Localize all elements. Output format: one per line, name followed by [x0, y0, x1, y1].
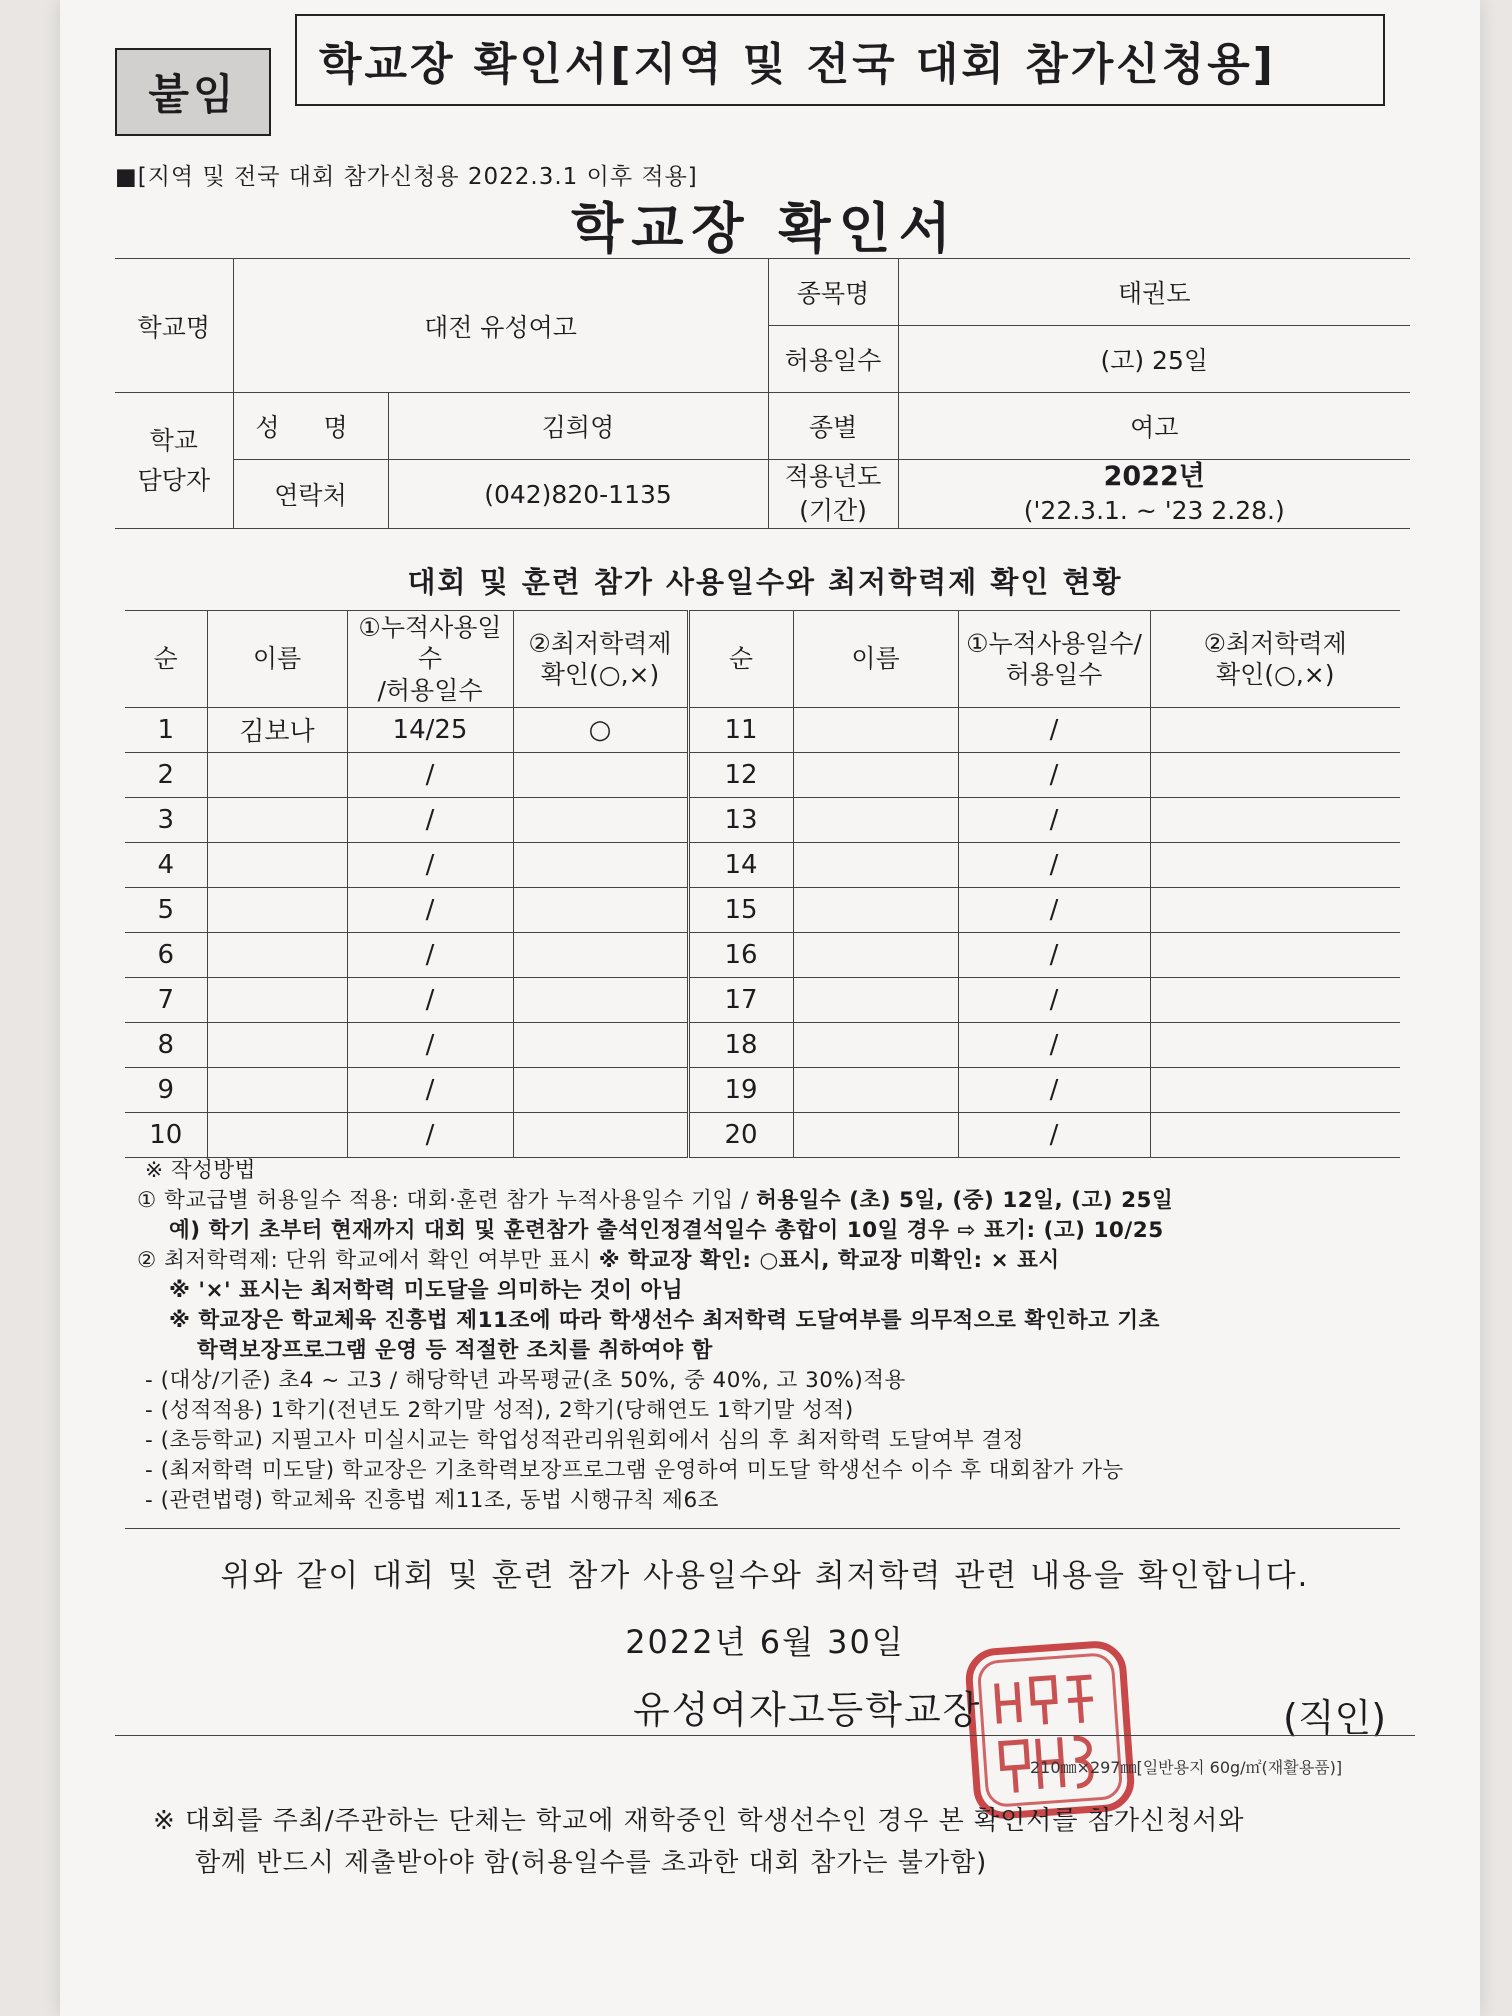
row-check-2 [1150, 707, 1400, 752]
row-days: / [347, 887, 513, 932]
note-dash-law: - (관련법령) 학교체육 진흥법 제11조, 동법 시행규칙 제6조 [145, 1488, 719, 1513]
row-days: 14/25 [347, 707, 513, 752]
note-dash-not-reached: - (최저학력 미도달) 학교장은 기초학력보장프로그램 운영하여 미도달 학생선수 이수 후 대회참가 가능 [145, 1458, 1124, 1483]
table-row [125, 887, 1400, 932]
row-days-2: / [958, 797, 1150, 842]
row-name-2 [793, 752, 958, 797]
row-no-2: 12 [688, 752, 793, 797]
form-note: ■[지역 및 전국 대회 참가신청용 2022.3.1 이후 적용] [115, 164, 698, 190]
row-check [513, 842, 688, 887]
col-header-no-2: 순 [688, 611, 793, 708]
year-label: 적용년도 (기간) [768, 460, 898, 529]
row-name [207, 932, 347, 977]
note-dash-elementary: - (초등학교) 지필고사 미실시교는 학업성적관리위원회에서 심의 후 최저학력 도달여부 결정 [145, 1428, 1024, 1453]
note-law-line-1: ※ 학교장은 학교체육 진흥법 제11조에 따라 학생선수 최저학력 도달여부를 의무적으로 확인하고 기초 [169, 1308, 1160, 1333]
row-name [207, 1067, 347, 1112]
row-no: 4 [125, 842, 207, 887]
document-title: 학교장 확인서 [571, 197, 959, 260]
signature-date: 2022년 6월 30일 [625, 1623, 905, 1661]
allowed-days-value: (고) 25일 [898, 326, 1410, 393]
row-no-2: 16 [688, 932, 793, 977]
school-seal-stamp [959, 1634, 1141, 1825]
notes-heading: ※ 작성방법 [145, 1158, 256, 1183]
row-days-2: / [958, 1067, 1150, 1112]
header-title: 학교장 확인서[지역 및 전국 대회 참가신청용] [295, 14, 1385, 106]
row-no-2: 11 [688, 707, 793, 752]
row-days: / [347, 932, 513, 977]
period-value: ('22.3.1. ~ '23 2.28.) [1023, 496, 1285, 525]
status-section-title: 대회 및 훈련 참가 사용일수와 최저학력제 확인 현황 [407, 565, 1123, 599]
arrow-right-icon: ⇨ [957, 1218, 976, 1243]
event-label: 종목명 [768, 259, 898, 326]
row-check [513, 1112, 688, 1157]
row-name [207, 842, 347, 887]
col-header-no: 순 [125, 611, 207, 708]
school-info-table [115, 258, 1410, 529]
table-row [125, 707, 1400, 752]
note-item-2 [137, 1246, 1417, 1276]
row-days-2: / [958, 932, 1150, 977]
confirmation-statement: 위와 같이 대회 및 훈련 참가 사용일수와 최저학력 관련 내용을 확인합니다. [220, 1558, 1310, 1594]
row-no: 7 [125, 977, 207, 1022]
row-days-2: / [958, 1022, 1150, 1067]
category-value: 여고 [898, 393, 1410, 460]
note-item-1-bold: 허용일수 (초) 5일, (중) 12일, (고) 25일 [756, 1188, 1174, 1213]
footer-note [153, 1800, 1244, 1884]
row-check-2 [1150, 887, 1400, 932]
row-days-2: / [958, 1112, 1150, 1157]
seal-label: (직인) [1283, 1696, 1387, 1740]
paper-spec: 210㎜×297㎜[일반용지 60g/㎡(재활용품)] [1030, 1758, 1343, 1777]
note-dash-target: - (대상/기준) 초4 ~ 고3 / 해당학년 과목평균(초 50%, 중 40%, 고 30%)적용 [145, 1368, 906, 1393]
row-no: 9 [125, 1067, 207, 1112]
row-check-2 [1150, 977, 1400, 1022]
table-row [125, 1022, 1400, 1067]
note-example-notation: 표기: (고) 10/25 [975, 1218, 1164, 1243]
row-check-2 [1150, 1067, 1400, 1112]
row-name: 김보나 [207, 707, 347, 752]
table-row [125, 1067, 1400, 1112]
row-check: ○ [513, 707, 688, 752]
name-label: 성 명 [233, 393, 388, 460]
row-check [513, 1022, 688, 1067]
row-name [207, 1022, 347, 1067]
row-check [513, 887, 688, 932]
row-name-2 [793, 797, 958, 842]
row-check [513, 977, 688, 1022]
name-value: 김희영 [388, 393, 768, 460]
note-item-2-text: ② 최저학력제: 단위 학교에서 확인 여부만 표시 [137, 1248, 599, 1273]
phone-label: 연락처 [233, 460, 388, 529]
event-value: 태권도 [898, 259, 1410, 326]
note-item-1 [137, 1186, 1417, 1216]
row-days: / [347, 752, 513, 797]
note-item-2-bold: ※ 학교장 확인: ○표시, 학교장 미확인: × 표시 [598, 1248, 1060, 1273]
row-name [207, 752, 347, 797]
row-no-2: 13 [688, 797, 793, 842]
note-dash-grades: - (성적적용) 1학기(전년도 2학기말 성적), 2학기(당해연도 1학기말 성적) [145, 1398, 854, 1423]
row-name-2 [793, 842, 958, 887]
note-item-1-text: ① 학교급별 허용일수 적용: 대회·훈련 참가 누적사용일수 기입 / [137, 1188, 757, 1213]
row-name-2 [793, 1067, 958, 1112]
row-days: / [347, 1022, 513, 1067]
row-name-2 [793, 977, 958, 1022]
row-no: 6 [125, 932, 207, 977]
row-days: / [347, 977, 513, 1022]
row-check-2 [1150, 842, 1400, 887]
row-name-2 [793, 1022, 958, 1067]
year-value: 2022년 [1103, 461, 1205, 492]
attachment-label: 붙임 [115, 48, 271, 136]
table-row [125, 977, 1400, 1022]
row-check [513, 752, 688, 797]
table-row [125, 797, 1400, 842]
school-name-label: 학교명 [115, 259, 233, 393]
row-days-2: / [958, 842, 1150, 887]
footer-note-line-2: 함께 반드시 제출받아야 함(허용일수를 초과한 대회 참가는 불가함) [195, 1848, 988, 1878]
row-no-2: 15 [688, 887, 793, 932]
school-name-value: 대전 유성여고 [233, 259, 768, 393]
status-table [125, 610, 1400, 1158]
row-no-2: 14 [688, 842, 793, 887]
table-row [125, 1112, 1400, 1157]
status-header-row [125, 611, 1400, 708]
col-header-check-2: ②최저학력제 확인(○,×) [1150, 611, 1400, 708]
row-no-2: 17 [688, 977, 793, 1022]
row-days: / [347, 1067, 513, 1112]
row-name [207, 977, 347, 1022]
writing-instructions [137, 1156, 1417, 1516]
phone-value: (042)820-1135 [388, 460, 768, 529]
row-check-2 [1150, 932, 1400, 977]
col-header-days: ①누적사용일수 /허용일수 [347, 611, 513, 708]
note-item-1-example [137, 1216, 1417, 1246]
row-check [513, 932, 688, 977]
row-days: / [347, 842, 513, 887]
row-no: 8 [125, 1022, 207, 1067]
row-check [513, 797, 688, 842]
row-name-2 [793, 932, 958, 977]
row-name [207, 887, 347, 932]
table-row [125, 752, 1400, 797]
row-name-2 [793, 887, 958, 932]
row-name [207, 797, 347, 842]
row-days-2: / [958, 887, 1150, 932]
contact-person-label: 학교 담당자 [115, 393, 233, 529]
row-check-2 [1150, 752, 1400, 797]
note-x-meaning: ※ '×' 표시는 최저학력 미도달을 의미하는 것이 아님 [169, 1278, 684, 1303]
row-no: 1 [125, 707, 207, 752]
row-days: / [347, 1112, 513, 1157]
row-days-2: / [958, 707, 1150, 752]
note-example-text: 예) 학기 초부터 현재까지 대회 및 훈련참가 출석인정결석일수 총합이 10일 경우 [169, 1218, 958, 1243]
footer-note-line-1: ※ 대회를 주최/주관하는 단체는 학교에 재학중인 학생선수인 경우 본 확인서를 참가신청서와 [153, 1806, 1245, 1836]
row-name-2 [793, 707, 958, 752]
row-no: 5 [125, 887, 207, 932]
row-days-2: / [958, 752, 1150, 797]
col-header-check: ②최저학력제 확인(○,×) [513, 611, 688, 708]
row-days-2: / [958, 977, 1150, 1022]
year-cell [898, 460, 1410, 529]
row-name-2 [793, 1112, 958, 1157]
row-name [207, 1112, 347, 1157]
row-check-2 [1150, 797, 1400, 842]
status-table-body [125, 707, 1400, 1157]
document-page [60, 0, 1480, 2016]
table-row [125, 842, 1400, 887]
row-no: 2 [125, 752, 207, 797]
school-principal-signature: 유성여자고등학교장 [633, 1688, 982, 1732]
row-days: / [347, 797, 513, 842]
row-no-2: 19 [688, 1067, 793, 1112]
col-header-days-2: ①누적사용일수/ 허용일수 [958, 611, 1150, 708]
divider [125, 1528, 1400, 1529]
col-header-name-2: 이름 [793, 611, 958, 708]
row-check-2 [1150, 1112, 1400, 1157]
note-law-line-2: 학력보장프로그램 운영 등 적절한 조치를 취하여야 함 [197, 1338, 713, 1363]
row-no: 10 [125, 1112, 207, 1157]
row-no: 3 [125, 797, 207, 842]
row-no-2: 20 [688, 1112, 793, 1157]
row-check-2 [1150, 1022, 1400, 1067]
table-row [125, 932, 1400, 977]
signature-divider [115, 1735, 1415, 1736]
col-header-name: 이름 [207, 611, 347, 708]
row-check [513, 1067, 688, 1112]
row-no-2: 18 [688, 1022, 793, 1067]
category-label: 종별 [768, 393, 898, 460]
allowed-days-label: 허용일수 [768, 326, 898, 393]
